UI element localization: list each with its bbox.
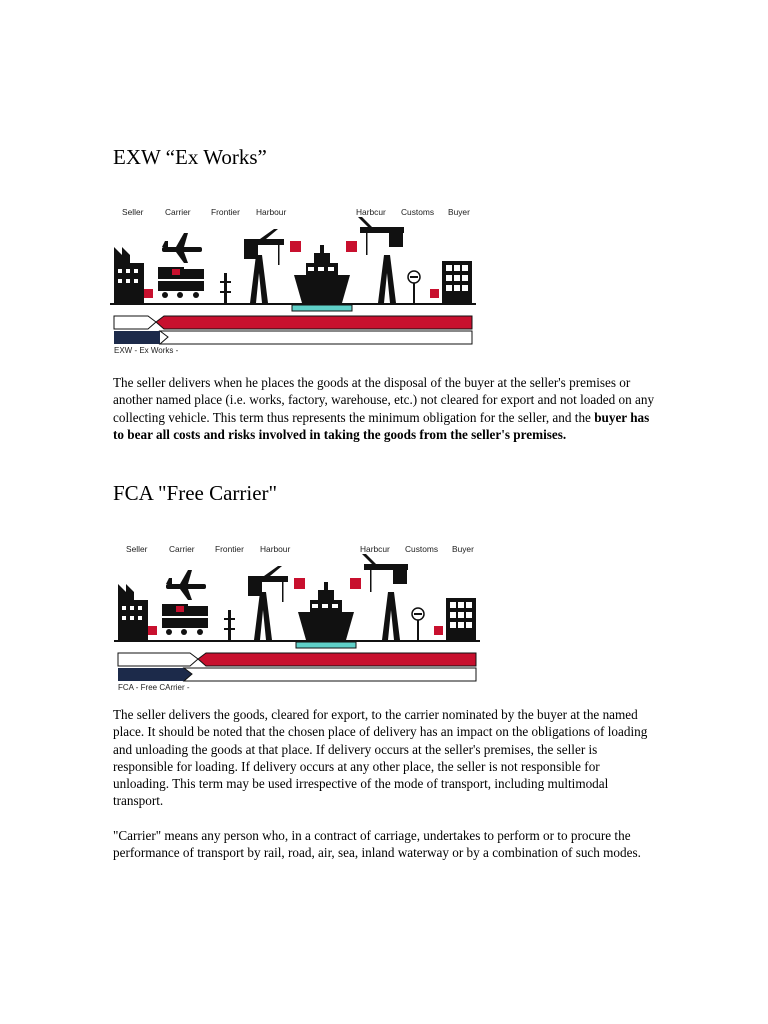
ship-icon <box>296 582 356 648</box>
customs-sign-icon <box>408 271 420 303</box>
fca-diagram-svg <box>114 540 480 690</box>
label-customs: Customs <box>405 544 439 554</box>
truck-icon <box>162 604 208 635</box>
crane-left-icon <box>244 229 301 303</box>
factory-icon <box>118 584 148 640</box>
label-harbour: Harbour <box>256 207 287 217</box>
label-buyer: Buyer <box>448 207 470 217</box>
ground-line <box>114 640 480 642</box>
exw-heading: EXW “Ex Works” <box>113 145 267 169</box>
exw-paragraph <box>113 374 658 443</box>
seller-obligation-bar <box>114 316 160 344</box>
goods-box-icon <box>148 626 157 635</box>
label-buyer: Buyer <box>452 544 474 554</box>
crane-right-icon <box>346 217 404 303</box>
factory-icon <box>114 247 144 303</box>
ground-line <box>110 303 476 305</box>
crane-right-icon <box>350 554 408 640</box>
warehouse-icon <box>442 261 472 303</box>
label-frontier: Frontier <box>215 544 244 554</box>
diagram-caption: FCA - Free CArrier - <box>118 683 190 690</box>
label-harbour: Harbour <box>260 544 291 554</box>
goods-box-icon <box>144 289 153 298</box>
fca-paragraph: The seller delivers the goods, cleared for export, to the carrier nominated by the buyer at the named place. It should be noted that the chosen place of delivery has an impact on the obligations of loading and unloading the goods at that place. If delivery occurs at the seller's premises, the seller is responsible for loading. If delivery occurs at any other place, the seller is not responsible for unloading. This term may be used irrespective of the mode of transport, including multimodal transport. <box>113 707 648 809</box>
customs-sign-icon <box>412 608 424 640</box>
label-harbour-2: Harbcur <box>356 207 386 217</box>
warehouse-icon <box>446 598 476 640</box>
label-carrier: Carrier <box>169 544 195 554</box>
label-seller: Seller <box>126 544 148 554</box>
crane-left-icon <box>248 566 305 640</box>
label-customs: Customs <box>401 207 435 217</box>
seller-obligation-bar <box>118 653 198 681</box>
label-seller: Seller <box>122 207 144 217</box>
exw-diagram-svg <box>110 203 476 353</box>
buyer-obligation-bar <box>156 316 472 344</box>
truck-icon <box>158 267 204 298</box>
label-harbour-2: Harbcur <box>360 544 390 554</box>
label-carrier: Carrier <box>165 207 191 217</box>
exw-paragraph-text: The seller delivers when he places the goods at the disposal of the buyer at the seller's premises or another named place (i.e. works, factory, warehouse, etc.) not cleared for export and not loaded on any collecting vehicle. This term thus represents the minimum obligation for the seller, and the <box>113 375 655 425</box>
airplane-icon <box>162 233 202 263</box>
buyer-obligation-bar <box>184 653 476 681</box>
goods-box-buyer-icon <box>434 626 443 635</box>
exw-paragraph-bold: buyer has to bear all costs and risks involved in taking the goods from the seller's premises. <box>113 409 650 442</box>
fca-carrier-paragraph: "Carrier" means any person who, in a contract of carriage, undertakes to perform or to procure the performance of transport by rail, road, air, sea, inland waterway or by a combination of such modes. <box>113 828 641 861</box>
ship-icon <box>292 245 352 311</box>
airplane-icon <box>166 570 206 600</box>
fca-diagram <box>114 540 480 690</box>
fca-heading: FCA "Free Carrier" <box>113 481 278 505</box>
label-frontier: Frontier <box>211 207 240 217</box>
frontier-barrier-icon <box>224 610 235 640</box>
goods-box-buyer-icon <box>430 289 439 298</box>
diagram-caption: EXW - Ex Works - <box>114 346 179 353</box>
frontier-barrier-icon <box>220 273 231 303</box>
exw-diagram <box>110 203 476 353</box>
